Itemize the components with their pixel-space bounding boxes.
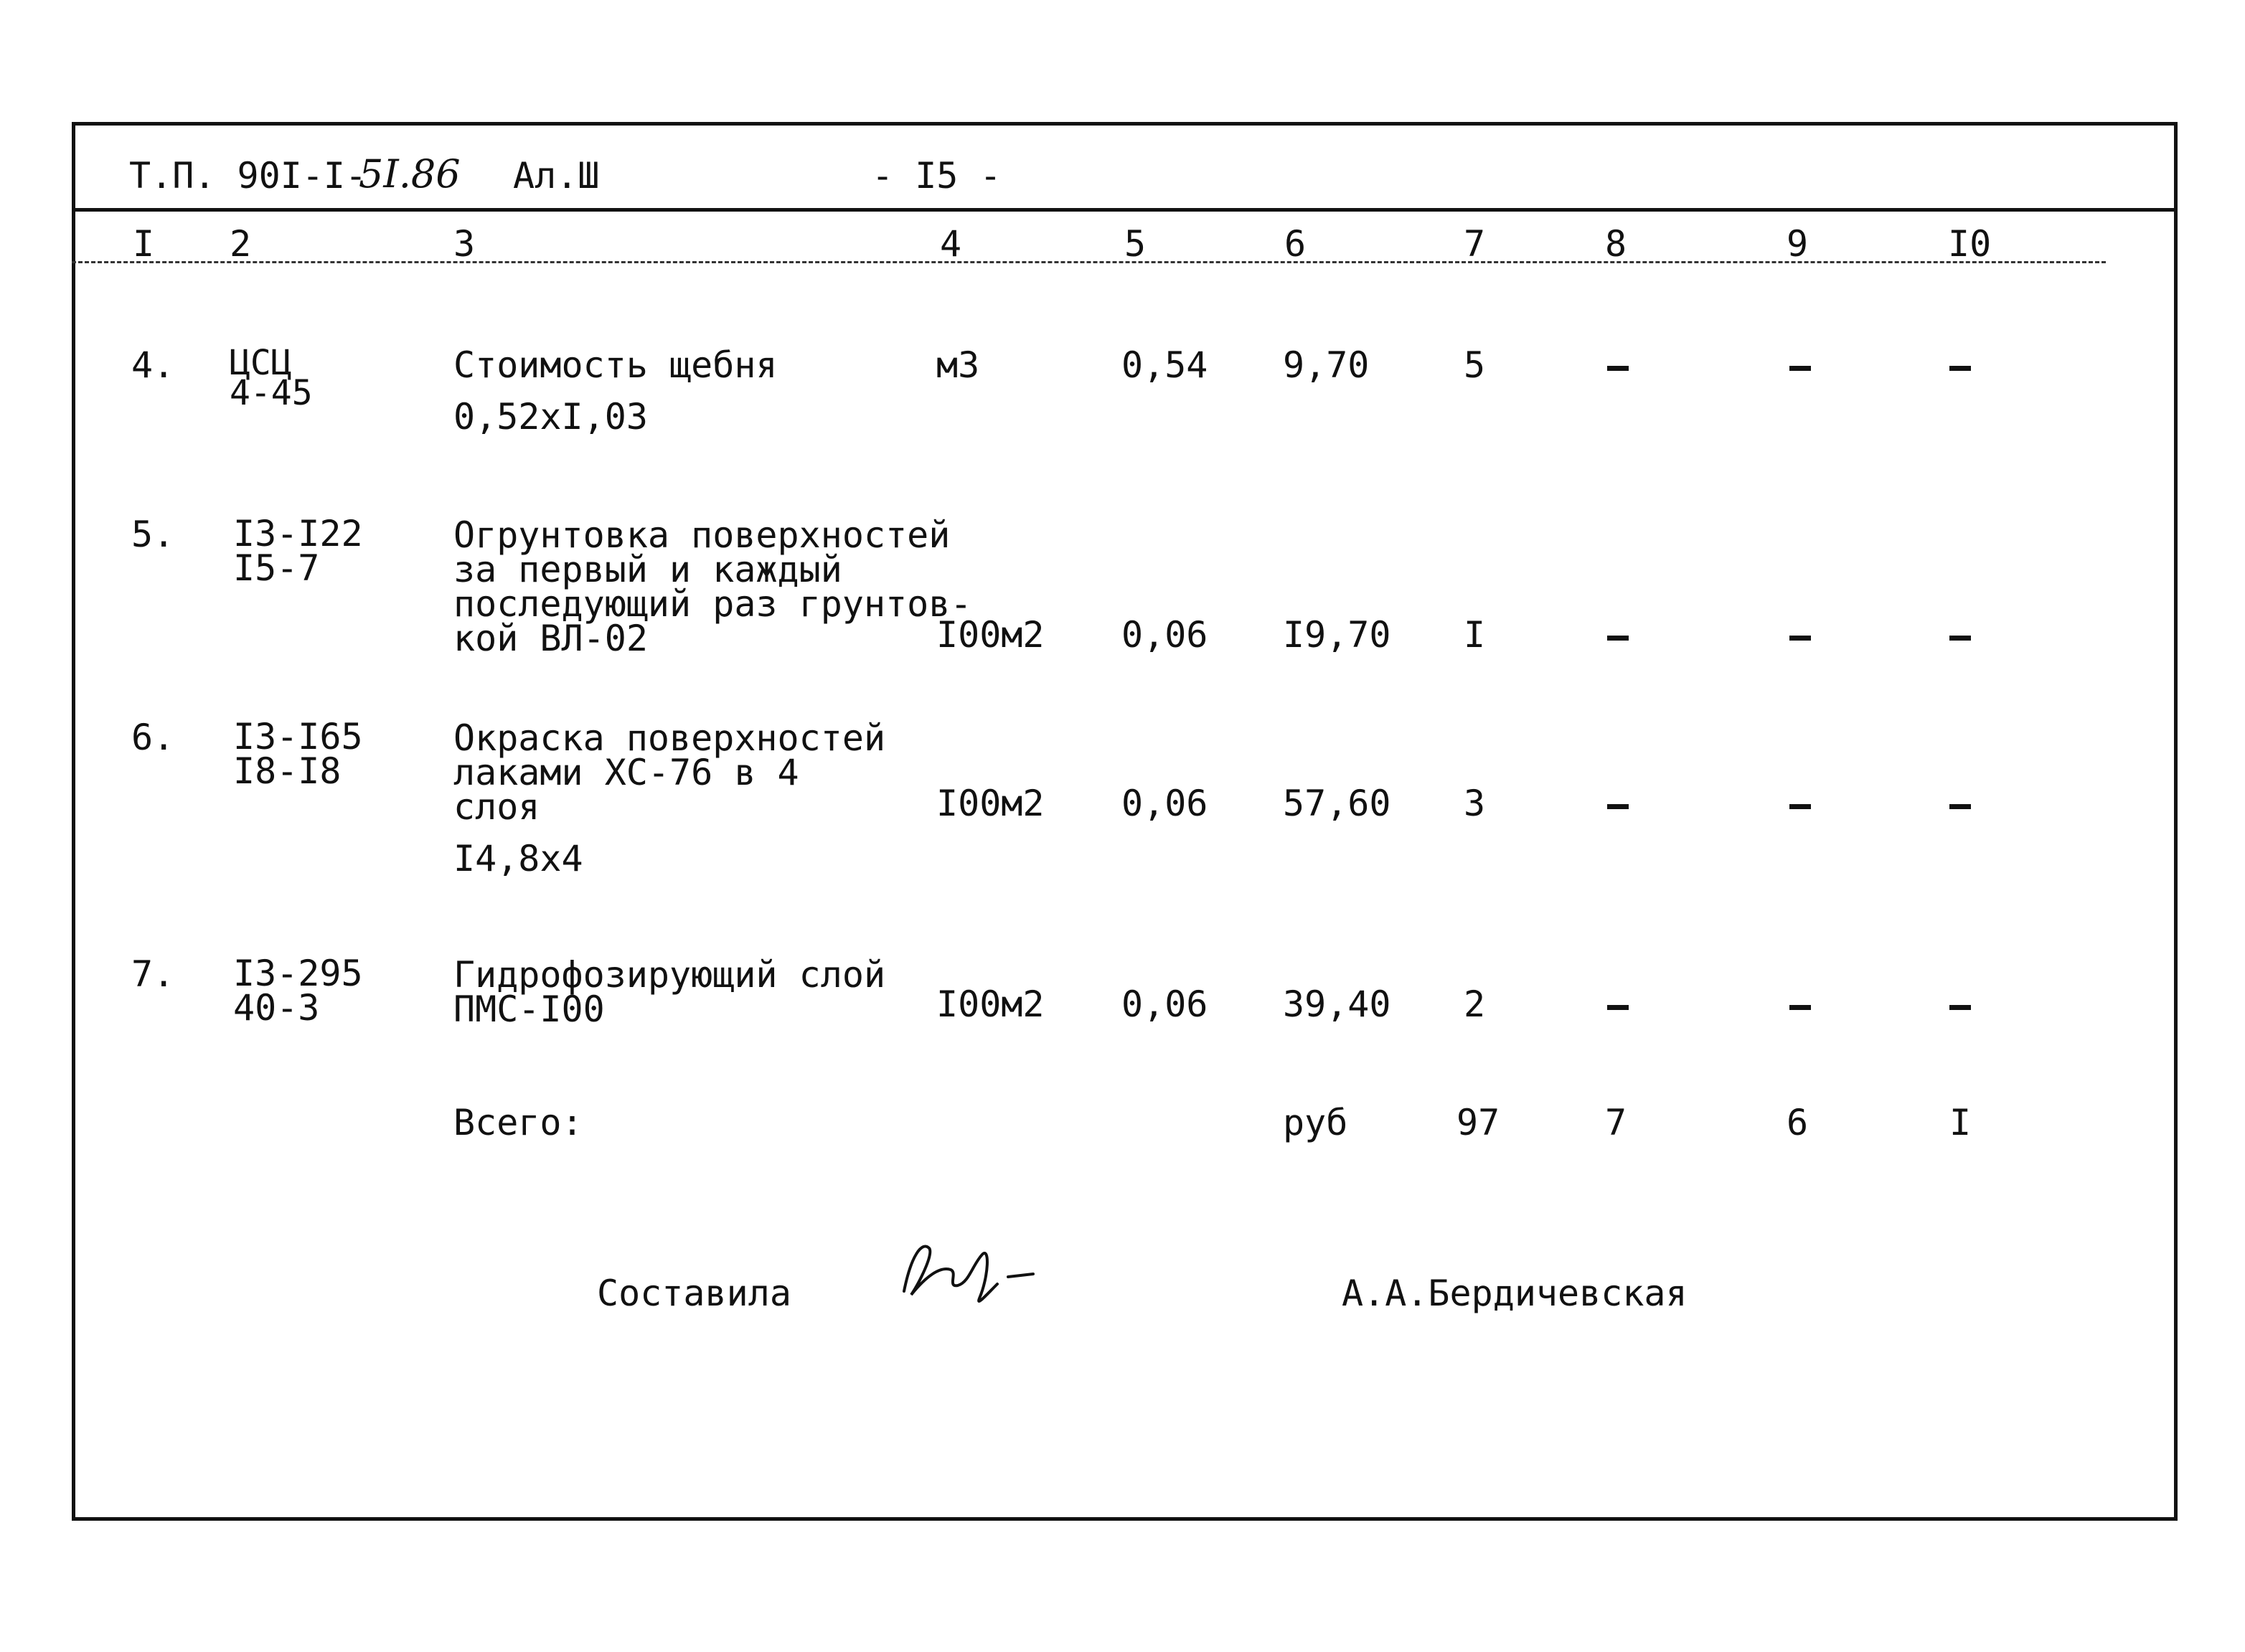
colnum-7: 7 [1464, 223, 1486, 265]
dash-col9 [1789, 1005, 1811, 1010]
dash-col8 [1607, 636, 1629, 641]
work-description: Огрунтовка поверхностей за первый и каждый последующий раз грунтов- кой ВЛ-02 [453, 514, 972, 659]
cost: 3 [1464, 783, 1486, 824]
quantity: 0,06 [1121, 983, 1208, 1025]
cost: I [1464, 614, 1486, 656]
cost: 5 [1464, 344, 1486, 386]
dash-col8 [1607, 366, 1629, 371]
unit: м3 [936, 344, 980, 386]
dash-col10 [1949, 366, 1971, 371]
row-number: 7. [131, 953, 175, 995]
compiled-by-label: Составила [597, 1273, 791, 1314]
unit-price: 57,60 [1283, 783, 1391, 824]
column-number-rule [72, 261, 2106, 263]
unit: I00м2 [936, 983, 1045, 1025]
quantity-formula: I4,8x4 [453, 838, 583, 879]
total-col8: 7 [1605, 1102, 1627, 1143]
header-rule [72, 208, 2178, 212]
colnum-10: I0 [1948, 223, 1992, 265]
total-unit: руб [1283, 1102, 1348, 1143]
dash-col9 [1789, 366, 1811, 371]
row-number: 6. [131, 717, 175, 758]
colnum-2: 2 [230, 223, 252, 265]
total-col9: 6 [1787, 1102, 1809, 1143]
cost: 2 [1464, 983, 1486, 1025]
work-description: Стоимость щебня [453, 344, 778, 386]
dash-col8 [1607, 804, 1629, 809]
colnum-6: 6 [1284, 223, 1307, 265]
colnum-5: 5 [1124, 223, 1147, 265]
total-col7: 97 [1456, 1102, 1500, 1143]
total-col10: I [1949, 1102, 1972, 1143]
unit: I00м2 [936, 783, 1045, 824]
unit: I00м2 [936, 614, 1045, 656]
dash-col10 [1949, 636, 1971, 641]
project-number: 5I.86 [359, 151, 461, 197]
dash-col10 [1949, 1005, 1971, 1010]
rate-code: I3-295 40-3 [233, 953, 363, 1029]
dash-col9 [1789, 636, 1811, 641]
dash-col9 [1789, 804, 1811, 809]
page-number: - I5 - [872, 155, 1002, 197]
quantity: 0,06 [1121, 614, 1208, 656]
unit-price: 9,70 [1283, 344, 1370, 386]
quantity: 0,54 [1121, 344, 1208, 386]
work-description: Гидрофозирующий слой ПМС-I00 [453, 954, 886, 1030]
rate-code: ЦСЦ 4-45 [230, 343, 313, 413]
quantity: 0,06 [1121, 783, 1208, 824]
work-description: Окраска поверхностей лаками ХС-76 в 4 слоя [453, 717, 886, 828]
colnum-4: 4 [940, 223, 962, 265]
colnum-9: 9 [1787, 223, 1809, 265]
colnum-3: 3 [453, 223, 476, 265]
row-number: 5. [131, 514, 175, 555]
unit-price: 39,40 [1283, 983, 1391, 1025]
dash-col8 [1607, 1005, 1629, 1010]
compiler-name: А.А.Бердичевская [1342, 1273, 1688, 1314]
signature-image [890, 1227, 1048, 1313]
total-label: Всего: [453, 1102, 583, 1143]
album-label: Ал.Ш [513, 155, 600, 197]
unit-price: I9,70 [1283, 614, 1391, 656]
colnum-8: 8 [1605, 223, 1627, 265]
colnum-1: I [133, 223, 155, 265]
quantity-formula: 0,52xI,03 [453, 396, 648, 438]
project-prefix: Т.П. 90I-I- [129, 155, 367, 197]
row-number: 4. [131, 344, 175, 386]
rate-code: I3-I22 I5-7 [233, 513, 363, 589]
dash-col10 [1949, 804, 1971, 809]
rate-code: I3-I65 I8-I8 [233, 716, 363, 792]
